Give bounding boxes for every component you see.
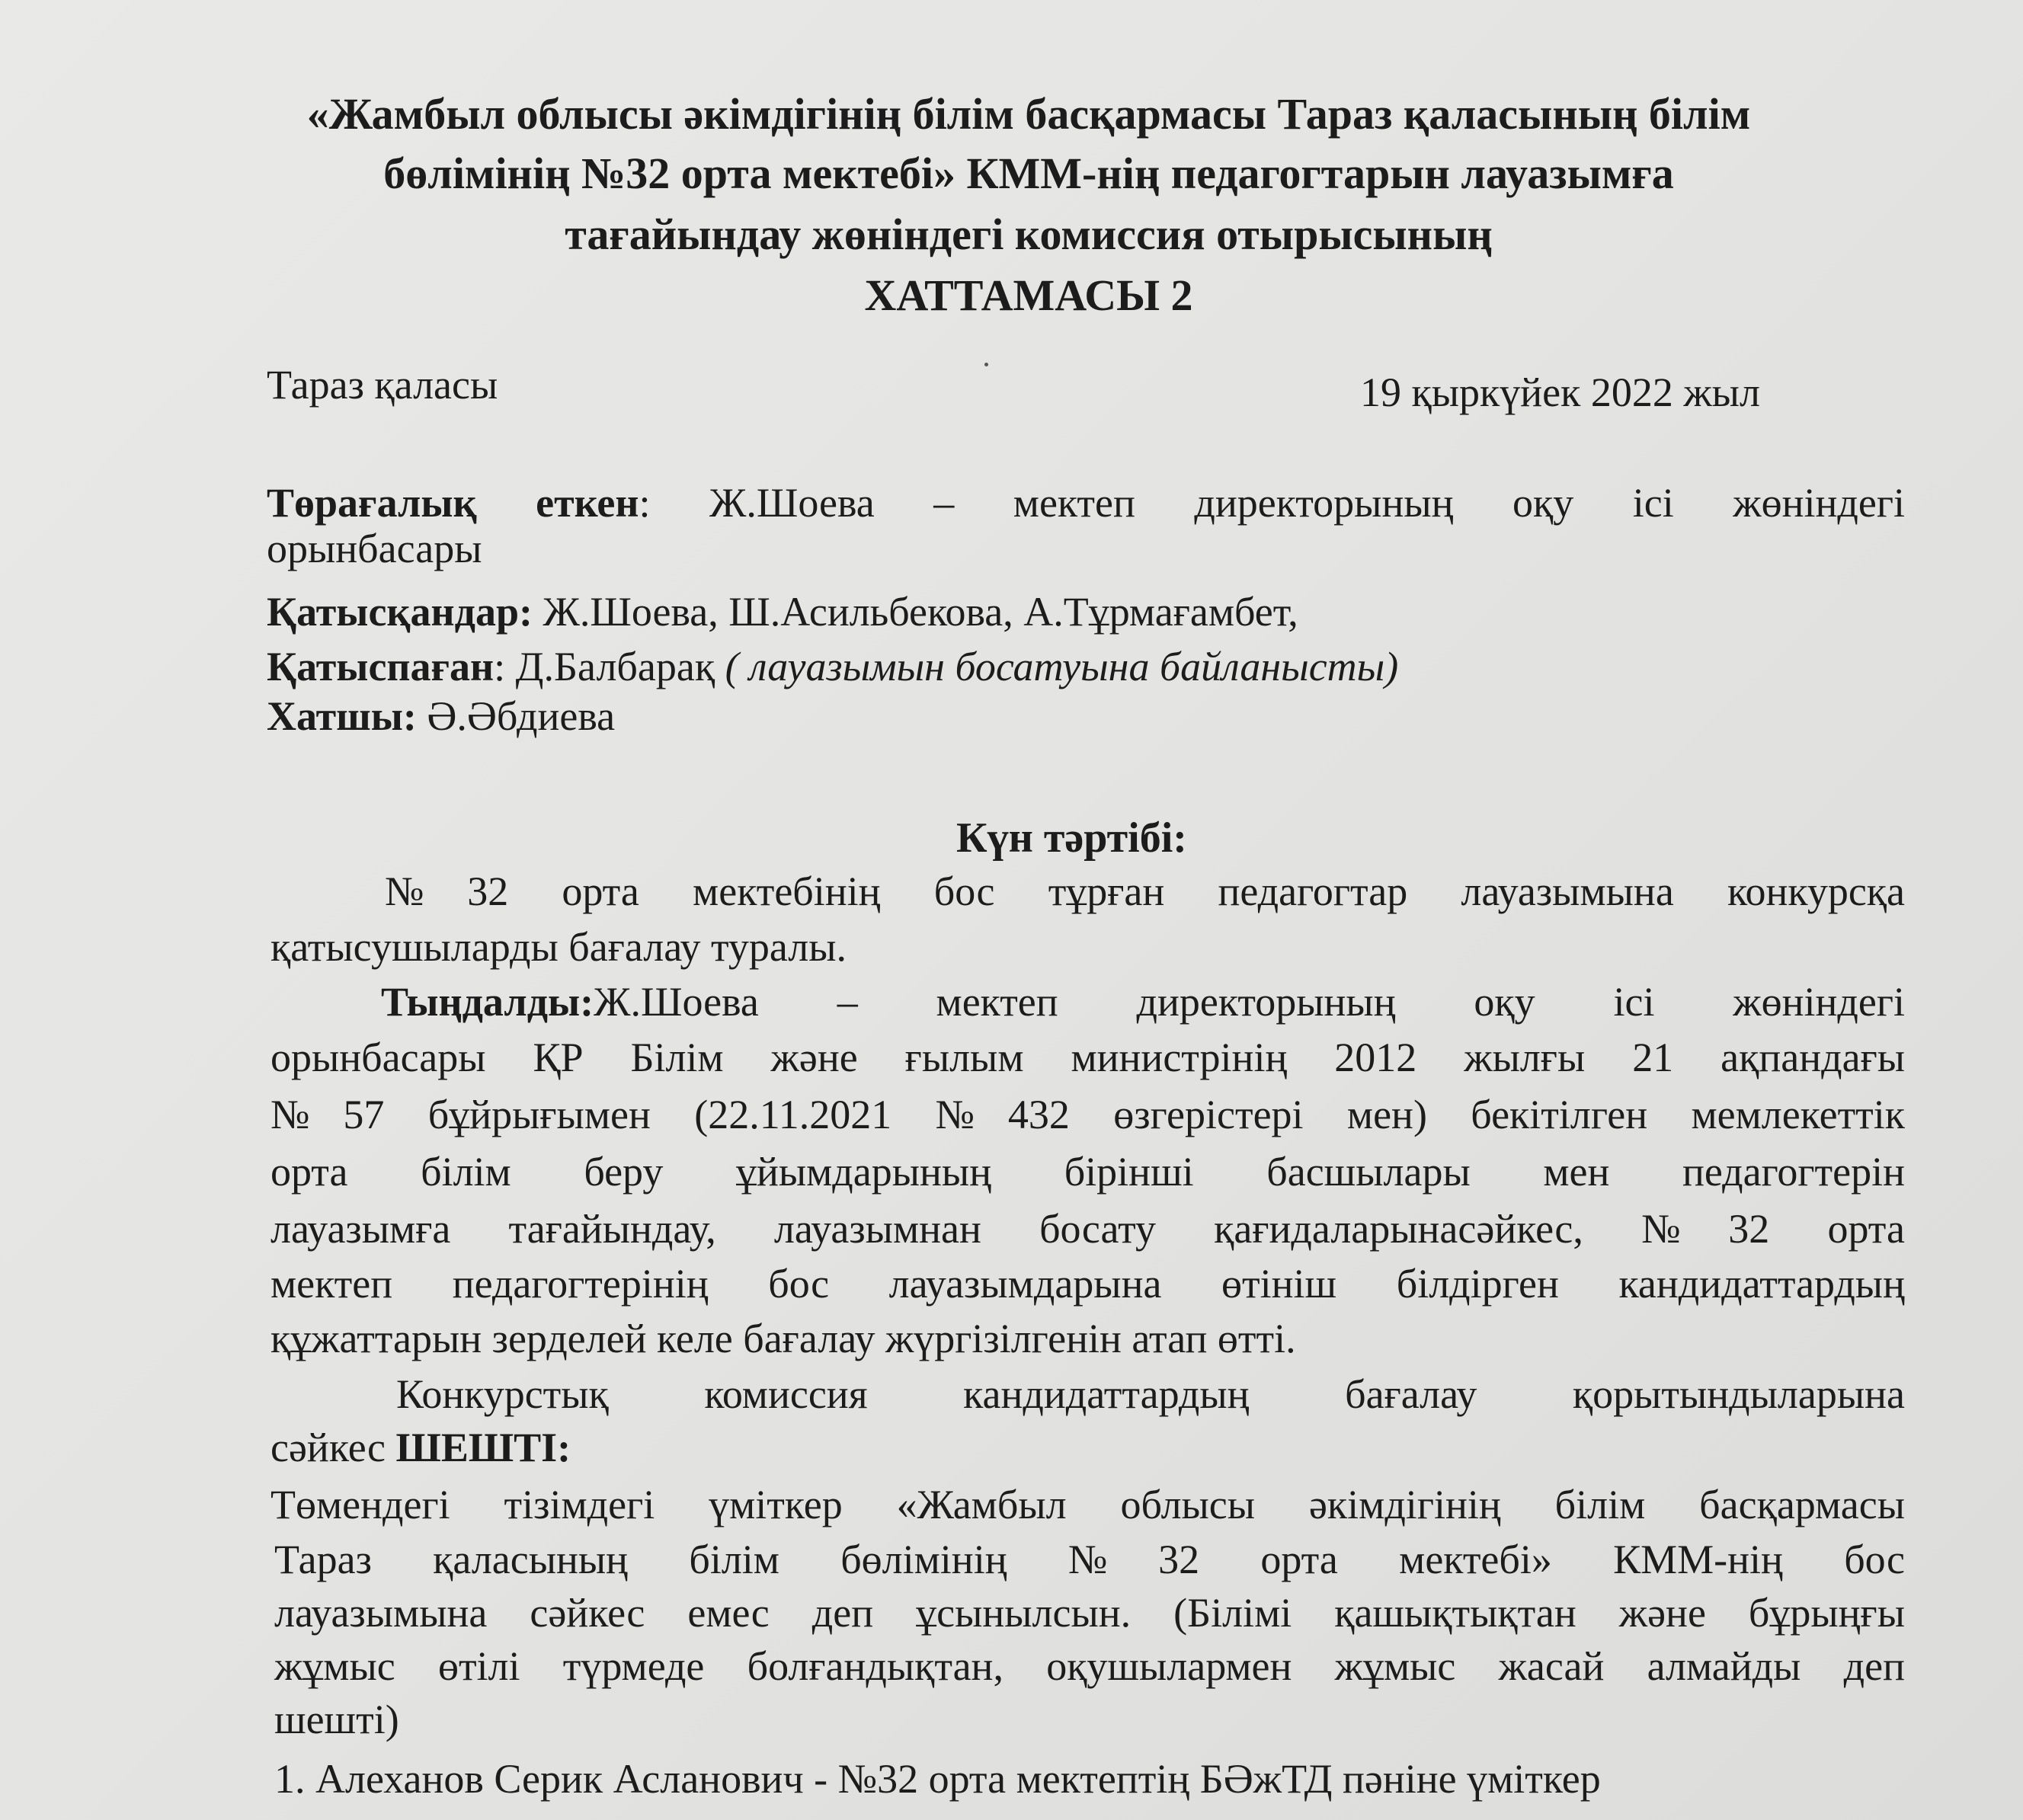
heard-label: Тыңдалды: xyxy=(381,979,594,1025)
secretary-label: Хатшы: xyxy=(267,693,417,739)
agenda-heading: Күн тәртібі: xyxy=(956,814,1187,862)
absent-note: ( лауазымын босатуына байланысты) xyxy=(725,644,1399,689)
title-line-4: ХАТТАМАСЫ 2 xyxy=(864,270,1193,320)
chair-value-cont: орынбасары xyxy=(267,526,482,571)
agenda-line-1: №32 орта мектебінің бос тұрған педагогтар лауазымына конкурсқа xyxy=(385,868,1905,914)
paper-speck xyxy=(984,363,988,366)
present-label: Қатысқандар: xyxy=(267,589,533,635)
candidate-item-1: 1. Алеханов Серик Асланович - №32 орта мектептің БӘжТД пәніне үміткер xyxy=(274,1756,1601,1802)
present-value: Ж.Шоева, Ш.Асильбекова, А.Тұрмағамбет, xyxy=(532,589,1298,635)
decision-line-4: Тараз қаласының білім бөлімінің №32 орта мектебі» КММ-нің бос xyxy=(274,1537,1905,1582)
city: Тараз қаласы xyxy=(267,362,498,408)
absent-label: Қатыспаған xyxy=(267,644,495,689)
decision-bold: ШЕШТІ: xyxy=(395,1425,571,1470)
heard-text-1: Ж.Шоева – мектеп директорының оқу ісі жөніндегі xyxy=(594,979,1905,1025)
chair-label: Төрағалық еткен xyxy=(267,480,639,526)
decision-line-3: Төмендегі тізімдегі үміткер «Жамбыл облысы әкімдігінің білім басқармасы xyxy=(270,1482,1905,1527)
title-line-2: бөлімінің №32 орта мектебі» КММ-нің педагогтарын лауазымға xyxy=(383,149,1674,198)
date: 19 қыркүйек 2022 жыл xyxy=(1360,369,1760,415)
decision-line-1: Конкурстық комиссия кандидаттардың бағалау қорытындыларына xyxy=(396,1371,1905,1417)
decision-line-2 xyxy=(270,1421,571,1474)
decision-line-5: лауазымына сәйкес емес деп ұсынылсын. (Білімі қашықтықтан және бұрыңғы xyxy=(274,1590,1905,1636)
heard-line-1 xyxy=(381,975,1905,1028)
title-line-1: «Жамбыл облысы әкімдігінің білім басқармасы Тараз қаласының білім xyxy=(306,89,1751,139)
title-line-3: тағайындау жөніндегі комиссия отырысының xyxy=(565,210,1493,259)
decision-line-6: жұмыс өтілі түрмеде болғандықтан, оқушылармен жұмыс жасай алмайды деп xyxy=(274,1643,1905,1689)
heard-line-7: құжаттарын зерделей келе бағалау жүргізілгенін атап өтті. xyxy=(270,1316,1296,1361)
absent-line xyxy=(267,640,1398,693)
heard-line-3: №57 бұйрығымен (22.11.2021 №432 өзгерістері мен) бекітілген мемлекеттік xyxy=(270,1092,1905,1137)
present-line xyxy=(267,585,1298,638)
secretary-line xyxy=(267,689,615,743)
heard-line-4: орта білім беру ұйымдарының бірінші басшылары мен педагогтерін xyxy=(270,1149,1905,1195)
absent-value: : Д.Балбарақ xyxy=(494,644,725,689)
decision-line-7: шешті) xyxy=(274,1697,399,1742)
agenda-line-2: қатысушыларды бағалау туралы. xyxy=(270,924,847,970)
heard-line-6: мектеп педагогтерінің бос лауазымдарына өтініш білдірген кандидаттардың xyxy=(270,1261,1905,1307)
secretary-value: Ә.Әбдиева xyxy=(416,693,616,739)
heard-line-2: орынбасары ҚР Білім және ғылым министрінің 2012 жылғы 21 ақпандағы xyxy=(270,1035,1905,1080)
decision-pre: сәйкес xyxy=(270,1425,396,1470)
chair-value: : Ж.Шоева – мектеп директорының оқу ісі жөніндегі xyxy=(639,480,1905,526)
heard-line-5: лауазымға тағайындау, лауазымнан босату қағидаларынасәйкес, №32 орта xyxy=(270,1206,1905,1252)
chair-line xyxy=(267,476,1905,529)
